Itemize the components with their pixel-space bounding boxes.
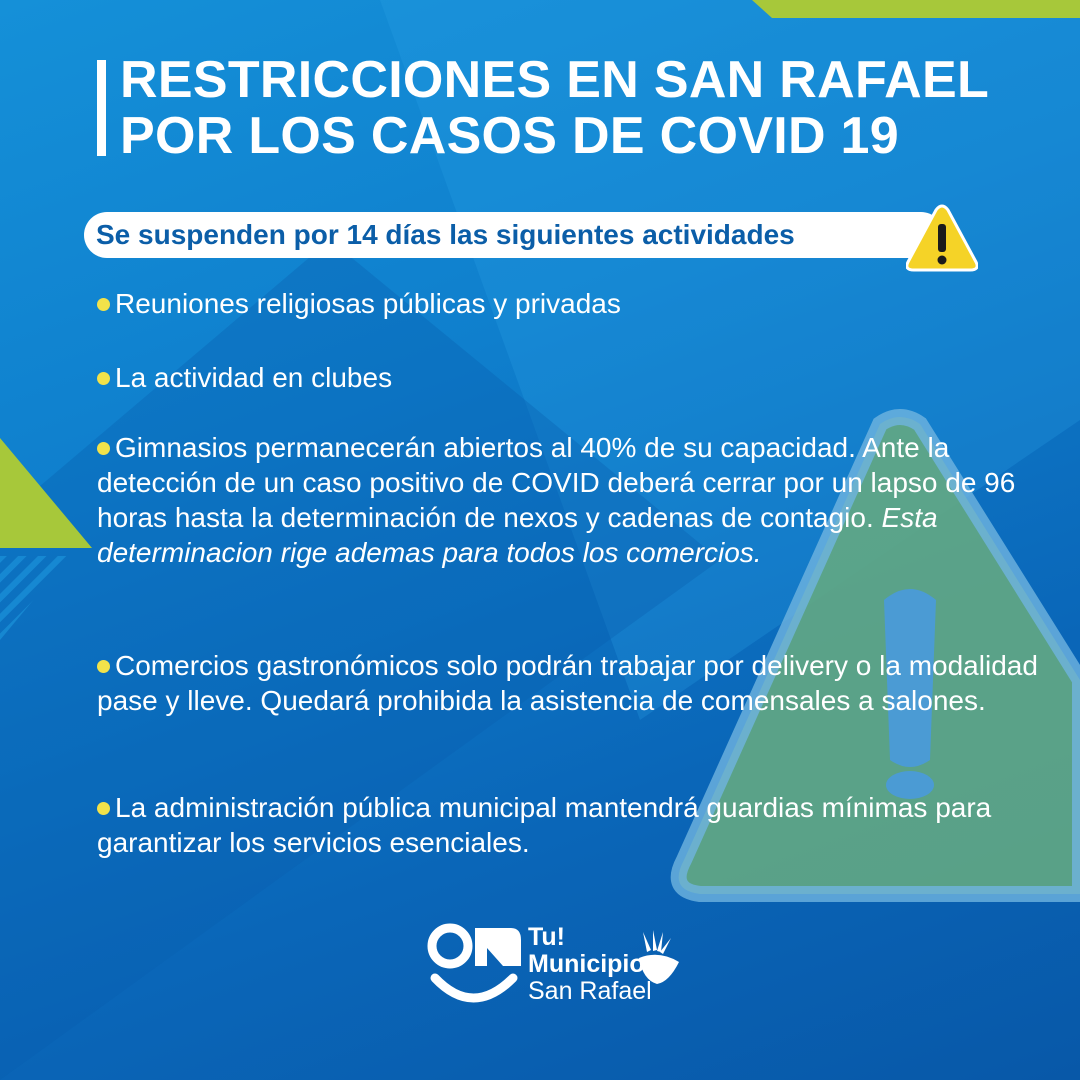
logo-line-3: San Rafael: [528, 977, 652, 1005]
list-item-text: La administración pública municipal mantendrá guardias mínimas para garantizar los servicios esenciales.: [97, 792, 992, 858]
list-item-note: Esta determinacion rige ademas para todos los comercios.: [97, 502, 938, 568]
bullet-icon: [97, 442, 110, 455]
list-item: [97, 648, 1047, 718]
list-item-text: Reuniones religiosas públicas y privadas: [115, 288, 621, 319]
green-stripe-top: [752, 0, 1080, 18]
title-accent-bar: [97, 60, 106, 156]
bullet-icon: [97, 298, 110, 311]
list-item-text: La actividad en clubes: [115, 362, 393, 393]
title-line-1: RESTRICCIONES EN SAN RAFAEL: [120, 51, 990, 109]
title-line-2: POR LOS CASOS DE COVID 19: [120, 107, 899, 165]
list-item: [97, 790, 1047, 860]
page-title: [120, 52, 1040, 164]
logo-line-1: Tu!: [528, 923, 566, 951]
bullet-icon: [97, 372, 110, 385]
logo-text: [528, 924, 652, 1005]
list-item-text: Gimnasios permanecerán abiertos al 40% de su capacidad. Ante la detección de un caso positivo de COVID deberá cerrar por un lapso de 96 horas hasta la determinación de nexos y cadenas de contagio.: [97, 432, 1016, 533]
list-item: [97, 430, 1047, 570]
list-item: [97, 286, 1047, 321]
list-item: [97, 360, 1047, 395]
warning-icon: [906, 204, 978, 274]
bullet-icon: [97, 802, 110, 815]
logo-line-2: Municipio: [528, 950, 645, 978]
bullet-icon: [97, 660, 110, 673]
list-item-text: Comercios gastronómicos solo podrán trabajar por delivery o la modalidad pase y lleve. Quedará prohibida la asistencia de comensales a salones.: [97, 650, 1038, 716]
banner-text: Se suspenden por 14 días las siguientes actividades: [96, 219, 795, 250]
